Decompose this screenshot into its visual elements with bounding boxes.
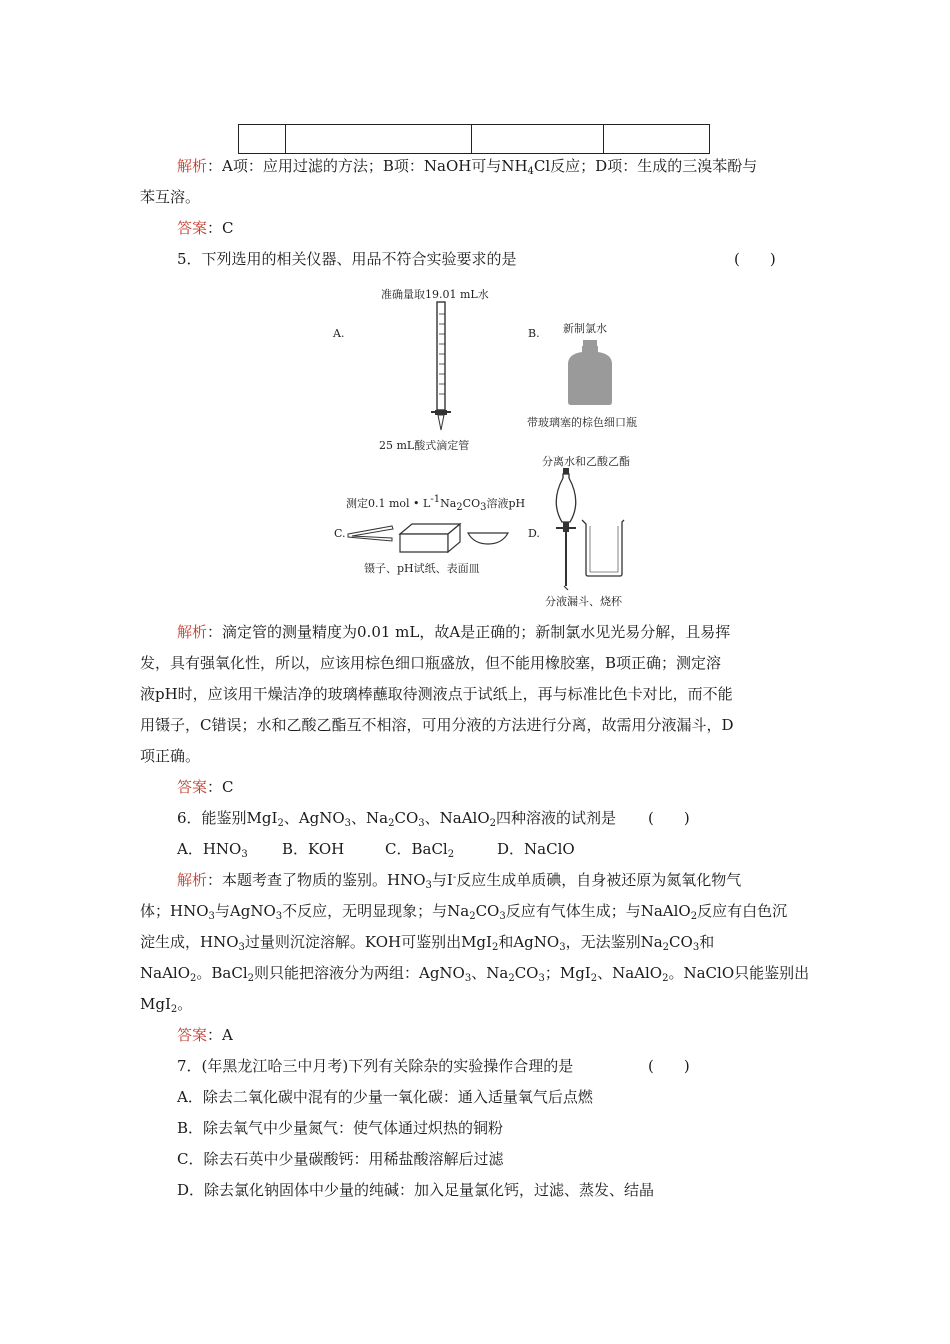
q7-option-c: C．除去石英中少量碳酸钙：用稀盐酸溶解后过滤 <box>177 1150 504 1168</box>
tweezers-icon <box>346 522 396 544</box>
q4-analysis-line-1: 解析：A项：应用过滤的方法；B项：NaOH可与$NH_4Cl$反应；D项：生成的三溴苯酚与 <box>177 157 758 177</box>
fig-b-title: 新制氯水 <box>563 322 607 335</box>
q5-stem: 5．下列选用的相关仪器、用品不符合实验要求的是 <box>177 250 517 268</box>
watch-glass-icon <box>466 530 510 546</box>
fig-c-label: C. <box>334 527 346 540</box>
table-divider <box>603 125 604 153</box>
ph-paper-box-icon <box>398 520 462 554</box>
fig-c-title: 测定0.1 mol • $L^{-1}Na_2CO_3$溶液pH <box>346 494 526 513</box>
fig-a-label: A. <box>333 327 345 340</box>
q6-answer-bracket: ( ) <box>648 809 690 827</box>
fig-d-caption: 分液漏斗、烧杯 <box>545 595 622 608</box>
analysis-label: 解析 <box>177 871 208 889</box>
beaker-icon <box>580 518 626 578</box>
q7-stem: 7．(年黑龙江哈三中月考)下列有关除杂的实验操作合理的是 <box>177 1057 574 1075</box>
fig-c-caption: 镊子、pH试纸、表面皿 <box>364 562 480 575</box>
q4-answer: 答案：C <box>177 219 234 237</box>
q7-answer-bracket: ( ) <box>648 1057 690 1075</box>
q7-option-d: D．除去氯化钠固体中少量的纯碱：加入足量氯化钙，过滤、蒸发、结晶 <box>177 1181 655 1199</box>
table-divider <box>471 125 472 153</box>
top-table-fragment <box>238 124 710 154</box>
fig-d-label: D. <box>528 527 540 540</box>
q6-analysis-line-1: 解析：本题考查了物质的鉴别。$HNO_3$与I-反应生成单质碘，自身被还原为氮氧化物气 <box>177 871 742 891</box>
q6-answer: 答案：A <box>177 1026 233 1044</box>
analysis-label: 解析 <box>177 157 208 175</box>
fig-a-title: 准确量取19.01 mL水 <box>381 288 489 301</box>
fig-a-caption: 25 mL酸式滴定管 <box>379 439 470 452</box>
q7-option-b: B．除去氧气中少量氮气：使气体通过炽热的铜粉 <box>177 1119 504 1137</box>
answer-label: 答案 <box>177 1026 208 1044</box>
q6-option-d: D．NaClO <box>497 840 575 858</box>
burette-icon <box>424 300 458 432</box>
q5-answer: 答案：C <box>177 778 234 796</box>
q5-answer-bracket: ( ) <box>734 250 776 268</box>
separatory-funnel-icon <box>548 468 584 592</box>
q7-option-a: A．除去二氧化碳中混有的少量一氧化碳：通入适量氧气后点燃 <box>177 1088 593 1106</box>
analysis-label: 解析 <box>177 623 208 641</box>
q5-analysis-line-5: 项正确。 <box>140 747 201 765</box>
q5-analysis-line-1: 解析：滴定管的测量精度为0.01 mL，故A是正确的；新制氯水见光易分解，且易挥 <box>177 623 731 641</box>
q6-analysis-line-3: 淀生成，$HNO_3$过量则沉淀溶解。KOH可鉴别出MgI$_2$和AgNO$_3$，无法鉴别$Na_2CO_3$和 <box>140 933 715 953</box>
q6-option-a: A．$HNO_3$ <box>177 840 248 860</box>
q6-stem: 6．能鉴别MgI$_2$、AgNO$_3$、$Na_2CO_3$、NaAlO$_2$四种溶液的试剂是 <box>177 809 617 829</box>
q5-analysis-line-3: 液pH时，应该用干燥洁净的玻璃棒蘸取待测液点于试纸上，再与标准比色卡对比，而不能 <box>140 685 733 703</box>
q5-analysis-line-2: 发，具有强氧化性，所以，应该用棕色细口瓶盛放，但不能用橡胶塞，B项正确；测定溶 <box>140 654 722 672</box>
answer-label: 答案 <box>177 219 208 237</box>
q6-option-c: C．BaCl$_2$ <box>385 840 455 860</box>
q6-analysis-line-5: MgI$_2$。 <box>140 995 193 1015</box>
q6-analysis-line-4: NaAlO$_2$。BaCl$_2$则只能把溶液分为两组：AgNO$_3$、$Na_2CO_3$；MgI$_2$、NaAlO$_2$。NaClO只能鉴别出 <box>140 964 810 984</box>
q6-option-b: B．KOH <box>282 840 345 858</box>
table-divider <box>285 125 286 153</box>
brown-bottle-icon <box>566 340 614 406</box>
q6-analysis-line-2: 体；$HNO_3$与AgNO$_3$不反应，无明显现象；与$Na_2CO_3$反应有气体生成；与NaAlO$_2$反应有白色沉 <box>140 902 788 922</box>
q5-analysis-line-4: 用镊子，C错误；水和乙酸乙酯互不相溶，可用分液的方法进行分离，故需用分液漏斗，D <box>140 716 734 734</box>
fig-b-label: B. <box>528 327 540 340</box>
answer-label: 答案 <box>177 778 208 796</box>
fig-d-title: 分离水和乙酸乙酯 <box>542 455 630 468</box>
q4-analysis-line-2: 苯互溶。 <box>140 188 201 206</box>
fig-b-caption: 带玻璃塞的棕色细口瓶 <box>527 416 637 429</box>
